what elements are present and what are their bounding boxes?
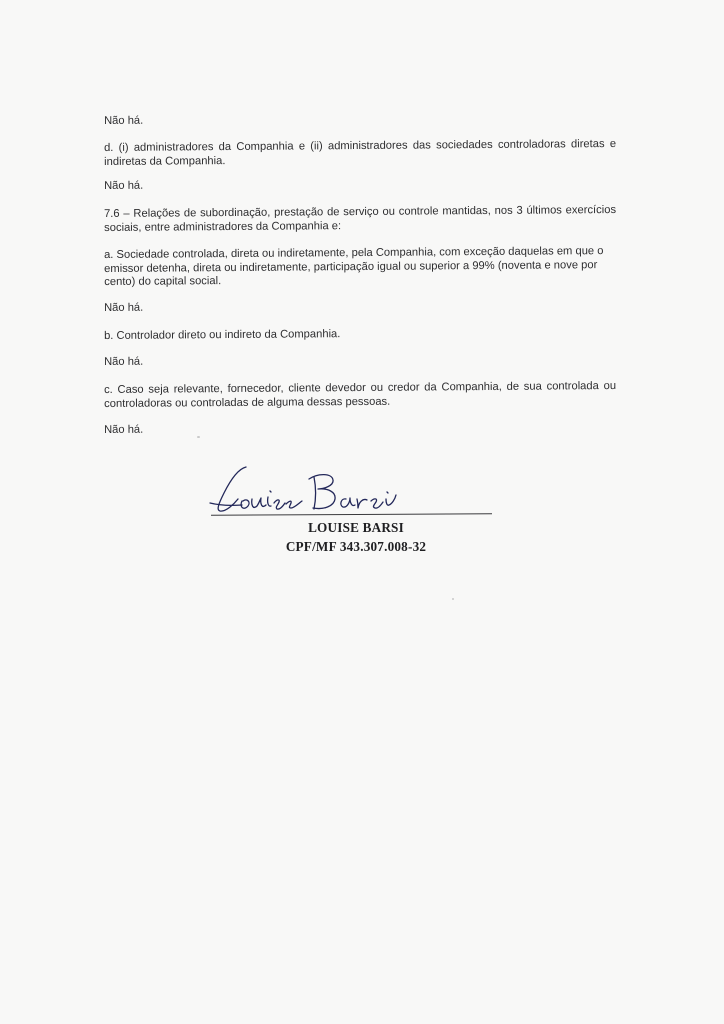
paragraph-1: Não há. bbox=[104, 114, 144, 127]
signer-name: LOUISE BARSI bbox=[308, 520, 404, 535]
handwritten-signature bbox=[206, 455, 496, 520]
paragraph-6: Não há. bbox=[104, 301, 144, 314]
paragraph-7-item-b: b. Controlador direto ou indireto da Companhia. bbox=[104, 328, 341, 342]
paragraph-5-item-a: a. Sociedade controlada, direta ou indiretamente, pela Companhia, com exceção daquelas em que o emissor detenha, direta ou indiretamente, participação igual ou superior a 99% (noventa e nove por cento) do capital social. bbox=[104, 245, 604, 288]
scan-speck bbox=[452, 598, 454, 600]
paragraph-3: Não há. bbox=[104, 179, 144, 192]
scan-speck bbox=[197, 436, 200, 438]
signer-cpf: CPF/MF 343.307.008-32 bbox=[285, 539, 427, 554]
paragraph-9-item-c: c. Caso seja relevante, fornecedor, cliente devedor ou credor da Companhia, de sua controlada ou controladoras ou controladas de alguma dessas pessoas. bbox=[104, 379, 617, 410]
paragraph-8: Não há. bbox=[104, 355, 144, 368]
paragraph-10: Não há. bbox=[104, 423, 144, 436]
paragraph-2-item-d: d. (i) administradores da Companhia e (ii) administradores das sociedades controladoras diretas e indiretas da Companhia. bbox=[104, 137, 617, 168]
paragraph-4-section-7-6: 7.6 – Relações de subordinação, prestação de serviço ou controle mantidas, nos 3 últimos exercícios sociais, entre administradores da Companhia e: bbox=[104, 203, 617, 234]
